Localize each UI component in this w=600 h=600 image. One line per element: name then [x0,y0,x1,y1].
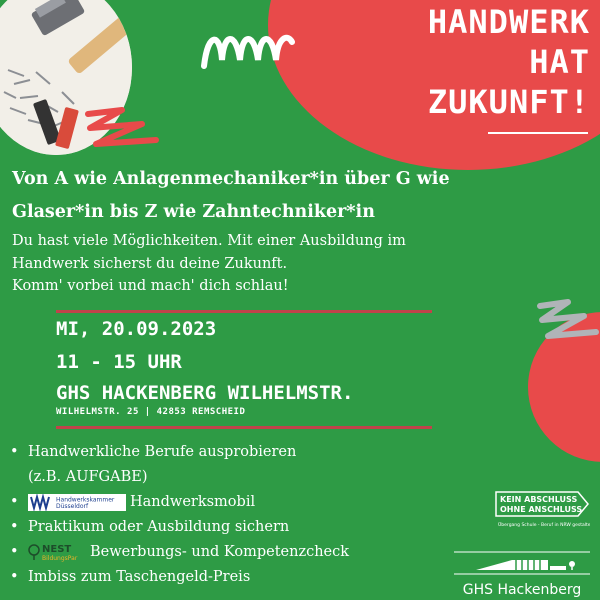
squiggle-white [198,22,298,74]
svg-text:Handwerkskammer: • Handwerkskammer [56,496,115,503]
list-item [10,515,349,540]
hwk-logo [28,494,126,511]
zigzag-red [82,104,162,150]
intro-title [12,163,450,229]
intro-body-line-1: Du hast viele Möglichkeiten. Mit einer Ausbildung im [12,233,406,249]
feature-list [10,440,349,590]
svg-text:BildungsPar: BildungsPar [42,555,78,562]
headline [350,2,590,122]
badge-tagline: Übergang Schule - Beruf in NRW gestalten. [498,523,590,528]
school-building-icon [452,548,592,576]
list-item-label: Handwerksmobil [130,494,256,510]
intro-title-line-2: Glaser*in bis Z wie Zahntechniker*in [12,202,375,222]
event-time: 11 - 15 UHR [56,351,182,373]
list-item-label: Bewerbungs- und Kompetenzcheck [90,544,350,560]
svg-text:Düsseldorf: Düsseldorf [56,502,89,510]
event-address: WILHELMSTR. 25 | 42853 REMSCHEID [56,407,246,417]
list-item [10,540,349,565]
divider-bottom [56,426,432,429]
list-item [10,490,349,515]
list-item [10,440,349,490]
headline-line-3: ZUKUNFT! [427,83,590,121]
school-logo [452,548,592,598]
list-item [10,565,349,590]
intro-title-line-1: Von A wie Anlagenmechaniker*in über G wie [12,169,450,189]
intro-body-line-3: Komm' vorbei und mach' dich schlau! [12,278,289,294]
event-date: MI, 20.09.2023 [56,318,217,340]
zigzag-gray [534,296,600,348]
list-item-label: Praktikum oder Ausbildung sichern [28,519,290,535]
headline-line-2: HAT [529,43,590,81]
list-item-sublabel: (z.B. AUFGABE) [28,469,148,485]
headline-underline [488,132,588,134]
school-name: GHS Hackenberg [462,582,582,598]
divider-top [56,310,432,313]
kaoa-badge [494,490,590,530]
nest-logo [28,542,88,562]
list-item-label: Handwerkliche Berufe ausprobieren [28,444,297,460]
badge-line-1: KEIN ABSCHLUSS [500,495,578,504]
intro-body [12,230,406,298]
intro-body-line-2: Handwerk sicherst du deine Zukunft. [12,255,288,272]
event-place: GHS HACKENBERG WILHELMSTR. [56,382,354,404]
svg-text:NEST: • NEST [42,544,72,555]
list-item-label: Imbiss zum Taschengeld-Preis [28,569,251,585]
headline-line-1: HANDWERK [427,3,590,41]
badge-line-2: OHNE ANSCHLUSS [500,505,583,514]
